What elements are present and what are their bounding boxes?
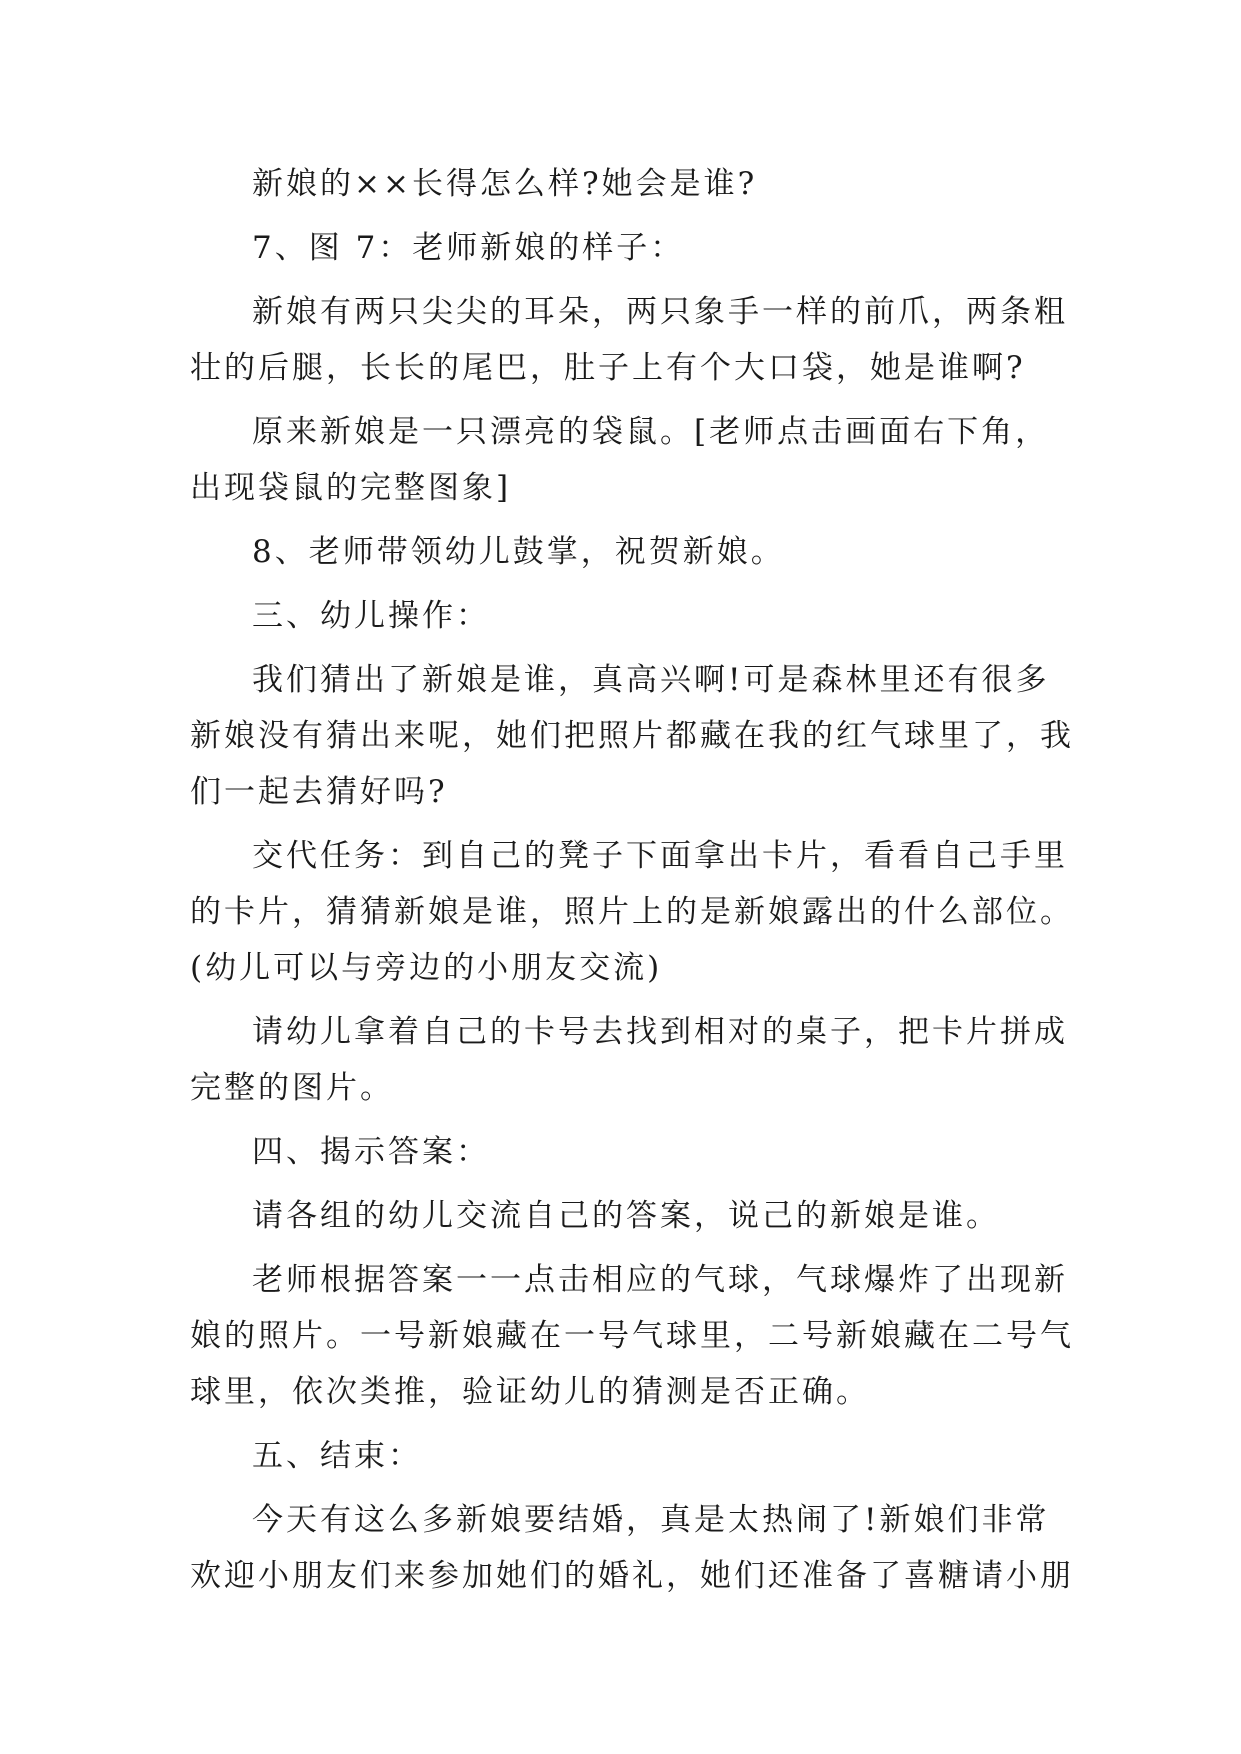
text-line: 7、图 7：老师新娘的样子：: [252, 230, 685, 266]
text-line: 们一起去猜好吗?: [190, 774, 448, 810]
section-heading: [190, 1124, 1070, 1180]
paragraph: [190, 220, 1070, 276]
text-line: (幼儿可以与旁边的小朋友交流): [190, 950, 663, 986]
text-line: 请各组的幼儿交流自己的答案，说己的新娘是谁。: [252, 1198, 1000, 1234]
paragraph: [190, 1492, 1074, 1604]
text-line: 请幼儿拿着自己的卡号去找到相对的桌子，把卡片拼成: [252, 1014, 1068, 1050]
text-line: 出现袋鼠的完整图象]: [190, 470, 512, 506]
section-heading: [190, 588, 1070, 644]
paragraph: [190, 156, 1070, 212]
document-body: [190, 156, 1074, 1612]
paragraph: [190, 828, 1074, 996]
paragraph: [190, 1252, 1074, 1420]
text-line: 欢迎小朋友们来参加她们的婚礼，她们还准备了喜糖请小朋: [190, 1558, 1074, 1594]
text-line: 球里，依次类推，验证幼儿的猜测是否正确。: [190, 1374, 870, 1410]
paragraph: [190, 404, 1070, 516]
text-line: 的卡片，猜猜新娘是谁，照片上的是新娘露出的什么部位。: [190, 894, 1074, 930]
text-line: 老师根据答案一一点击相应的气球，气球爆炸了出现新: [252, 1262, 1068, 1298]
text-line: 娘的照片。一号新娘藏在一号气球里，二号新娘藏在二号气: [190, 1318, 1074, 1354]
text-line: 四、揭示答案：: [252, 1134, 490, 1170]
text-line: 我们猜出了新娘是谁，真高兴啊!可是森林里还有很多: [252, 662, 1050, 698]
paragraph: [190, 652, 1074, 820]
text-line: 五、结束：: [252, 1438, 422, 1474]
text-line: 新娘没有猜出来呢，她们把照片都藏在我的红气球里了，我: [190, 718, 1074, 754]
paragraph: [190, 524, 1070, 580]
text-line: 完整的图片。: [190, 1070, 394, 1106]
text-line: 8、老师带领幼儿鼓掌，祝贺新娘。: [252, 534, 785, 570]
text-line: 壮的后腿，长长的尾巴，肚子上有个大口袋，她是谁啊?: [190, 350, 1026, 386]
section-heading: [190, 1428, 1070, 1484]
text-line: 新娘的××长得怎么样?她会是谁?: [252, 166, 758, 202]
text-line: 新娘有两只尖尖的耳朵，两只象手一样的前爪，两条粗: [252, 294, 1068, 330]
text-line: 原来新娘是一只漂亮的袋鼠。[老师点击画面右下角，: [252, 414, 1050, 450]
paragraph: [190, 1188, 1070, 1244]
text-line: 交代任务：到自己的凳子下面拿出卡片，看看自己手里: [252, 838, 1068, 874]
paragraph: [190, 1004, 1070, 1116]
text-line: 三、幼儿操作：: [252, 598, 490, 634]
text-line: 今天有这么多新娘要结婚，真是太热闹了!新娘们非常: [252, 1502, 1050, 1538]
paragraph: [190, 284, 1070, 396]
